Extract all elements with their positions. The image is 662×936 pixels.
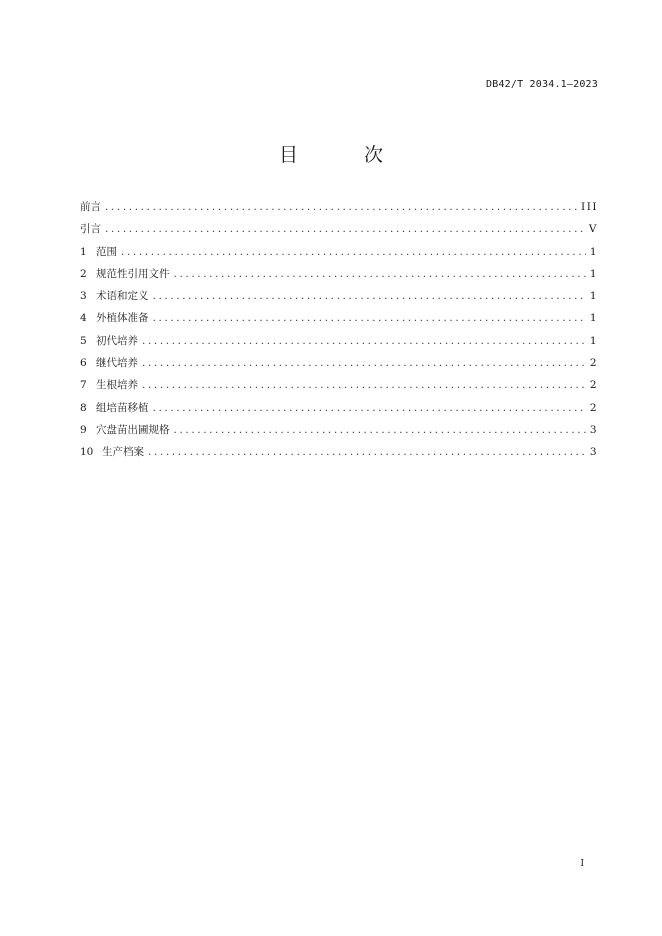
toc-entry-number: 8 — [80, 401, 87, 414]
toc-leader-dots — [142, 335, 586, 347]
toc-leader-dots — [174, 268, 586, 280]
toc-entry-label: 继代培养 — [96, 357, 138, 370]
toc-entry-explant-preparation[interactable] — [80, 310, 598, 332]
page-title: 目 次 — [278, 144, 414, 166]
toc-entry-transplanting[interactable] — [80, 400, 598, 422]
toc-leader-dots — [153, 402, 586, 414]
toc-entry-subculture[interactable] — [80, 355, 598, 377]
toc-entry-normative-references[interactable] — [80, 266, 598, 288]
toc-leader-dots — [153, 290, 586, 302]
toc-entry-number: 7 — [80, 379, 87, 392]
toc-entry-label: 穴盘苗出圃规格 — [96, 423, 170, 436]
table-of-contents — [80, 199, 598, 467]
toc-entry-label: 术语和定义 — [96, 290, 149, 303]
toc-entry-production-records[interactable] — [80, 444, 598, 466]
document-code: DB42/T 2034.1—2023 — [486, 79, 598, 90]
toc-leader-dots — [105, 201, 577, 213]
toc-entry-number: 10 — [80, 446, 94, 459]
toc-entry-page: V — [588, 223, 598, 236]
toc-entry-number: 5 — [80, 334, 87, 347]
toc-entry-page: 1 — [589, 290, 598, 303]
toc-entry-page: III — [581, 201, 598, 213]
toc-leader-dots — [142, 357, 586, 369]
toc-entry-page: 2 — [589, 379, 598, 392]
toc-entry-number: 9 — [80, 423, 87, 436]
toc-entry-page: 1 — [589, 334, 598, 347]
toc-entry-label: 范围 — [96, 245, 117, 258]
toc-entry-page: 1 — [589, 245, 598, 258]
toc-entry-number: 6 — [80, 357, 87, 370]
toc-entry-introduction[interactable] — [80, 221, 598, 243]
toc-leader-dots — [148, 446, 586, 458]
toc-entry-label: 前言 — [80, 201, 101, 213]
toc-entry-page: 1 — [589, 267, 598, 280]
page-number: I — [580, 859, 584, 869]
toc-entry-page: 1 — [589, 312, 598, 325]
toc-entry-scope[interactable] — [80, 244, 598, 266]
toc-entry-number: 2 — [80, 267, 87, 280]
toc-entry-foreword[interactable] — [80, 199, 598, 221]
toc-entry-rooting-culture[interactable] — [80, 377, 598, 399]
toc-entry-number: 4 — [80, 312, 87, 325]
toc-entry-label: 组培苗移植 — [96, 401, 149, 414]
toc-entry-primary-culture[interactable] — [80, 333, 598, 355]
toc-entry-label: 外植体准备 — [96, 312, 149, 325]
toc-entry-label: 初代培养 — [96, 334, 138, 347]
toc-entry-page: 2 — [589, 357, 598, 370]
toc-leader-dots — [142, 379, 586, 391]
toc-entry-page: 3 — [589, 446, 598, 459]
toc-entry-number: 1 — [80, 245, 87, 258]
toc-entry-label: 规范性引用文件 — [96, 267, 170, 280]
toc-leader-dots — [153, 312, 586, 324]
toc-entry-terms-definitions[interactable] — [80, 288, 598, 310]
toc-entry-label: 引言 — [80, 223, 101, 236]
toc-entry-page: 3 — [589, 423, 598, 436]
toc-entry-label: 生根培养 — [96, 379, 138, 392]
toc-leader-dots — [105, 223, 585, 235]
toc-leader-dots — [174, 424, 586, 436]
toc-entry-page: 2 — [589, 401, 598, 414]
toc-entry-plug-seedling-spec[interactable] — [80, 422, 598, 444]
toc-leader-dots — [121, 246, 586, 258]
toc-entry-label: 生产档案 — [102, 446, 144, 459]
toc-entry-number: 3 — [80, 290, 87, 303]
